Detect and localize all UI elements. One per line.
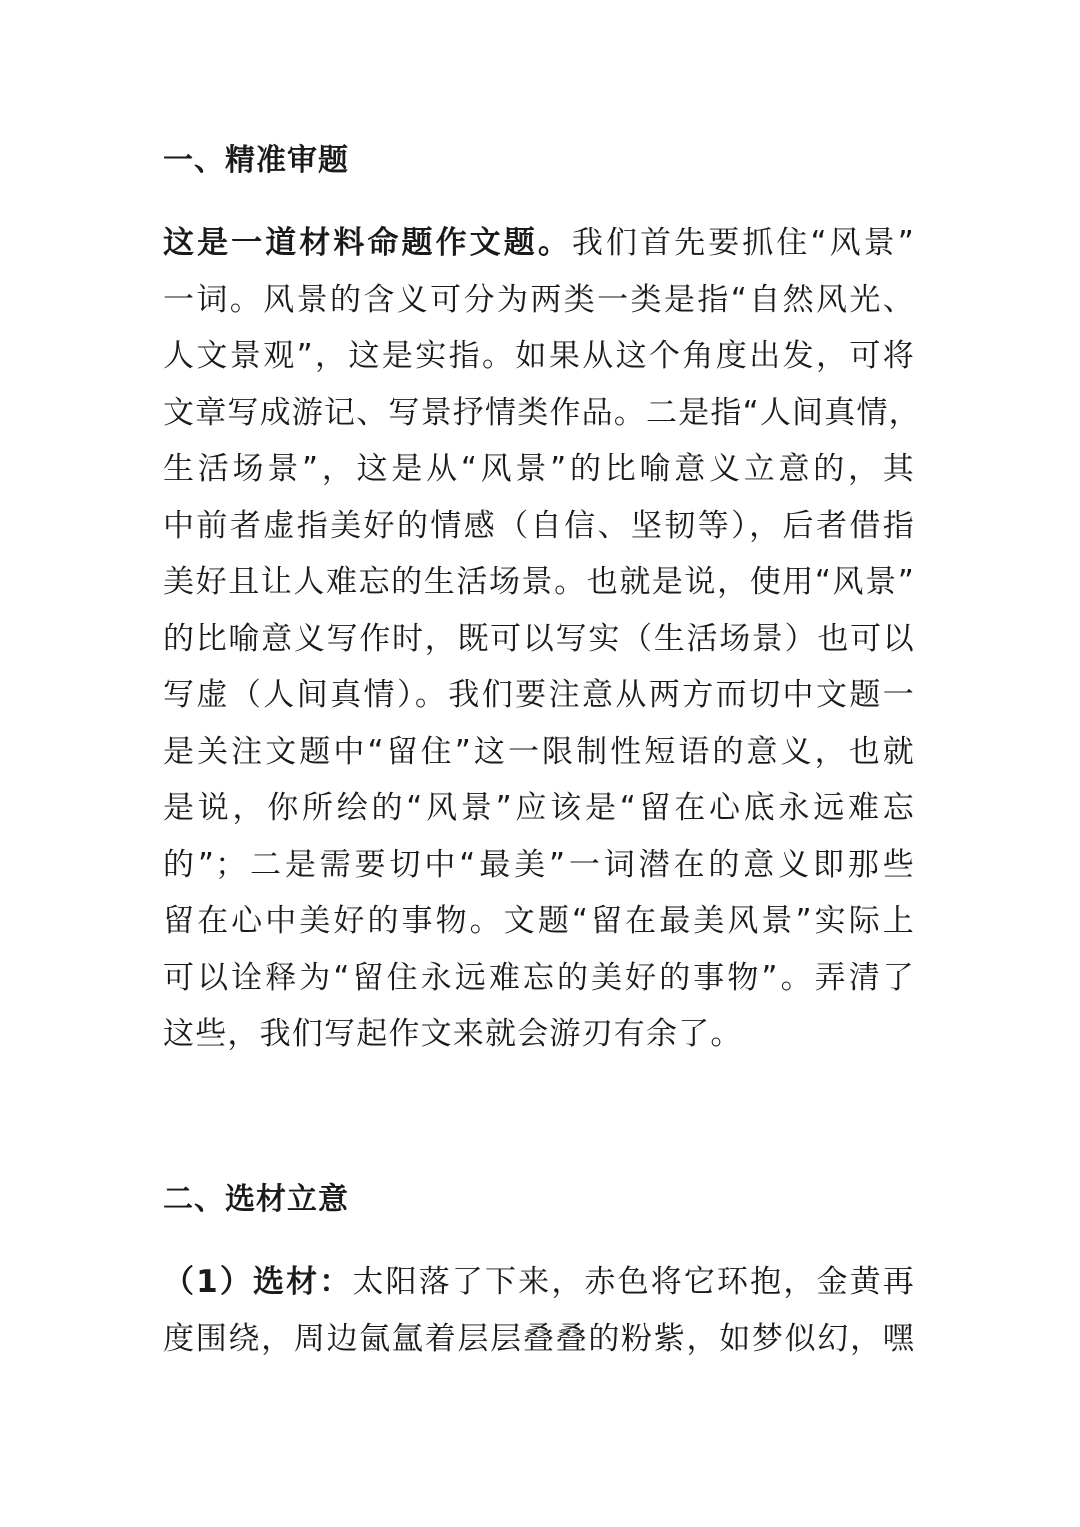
text-line: 一词。风景的含义可分为两类一类是指“自然风光、 bbox=[163, 281, 915, 318]
text-line: 中前者虚指美好的情感（自信、坚韧等），后者借指 bbox=[163, 507, 915, 544]
text-line: 这些，我们写起作文来就会游刃有余了。 bbox=[163, 1016, 743, 1052]
text-line: 可以诠释为“留住永远难忘的美好的事物”。弄清了 bbox=[163, 959, 915, 996]
text-line: 生活场景”，这是从“风景”的比喻意义立意的，其 bbox=[163, 451, 915, 487]
section-heading-material-selection: 二、选材立意 bbox=[163, 1182, 349, 1217]
text-line: 写虚（人间真情）。我们要注意从两方而切中文题一 bbox=[163, 677, 915, 713]
bold-lead-text: 这是一道材料命题作文题。 bbox=[163, 225, 572, 261]
paragraph-review bbox=[163, 215, 921, 1063]
paragraph-material bbox=[163, 1254, 915, 1367]
text-line bbox=[163, 1254, 915, 1311]
text-line: 是关注文题中“留住”这一限制性短语的意义，也就 bbox=[163, 733, 915, 770]
section-heading-accurate-review: 一、精准审题 bbox=[163, 143, 349, 178]
text-line bbox=[163, 215, 915, 272]
text-line: 文章写成游记、写景抒情类作品。二是指“人间真情， bbox=[163, 394, 921, 431]
text-line: 人文景观”，这是实指。如果从这个角度出发，可将 bbox=[163, 338, 915, 374]
text-line: 留在心中美好的事物。文题“留在最美风景”实际上 bbox=[163, 903, 915, 939]
bold-lead-text: （1）选材： bbox=[163, 1264, 353, 1300]
line-text: 我们首先要抓住“风景” bbox=[571, 225, 915, 261]
text-line: 美好且让人难忘的生活场景。也就是说，使用“风景” bbox=[163, 564, 915, 600]
text-line: 度围绕，周边氤氲着层层叠叠的粉紫，如梦似幻，嘿 bbox=[163, 1320, 915, 1357]
line-text: 太阳落了下来，赤色将它环抱，金黄再 bbox=[352, 1264, 915, 1300]
text-line: 的比喻意义写作时，既可以写实（生活场景）也可以 bbox=[163, 620, 915, 657]
text-line: 是说，你所绘的“风景”应该是“留在心底永远难忘 bbox=[163, 790, 915, 826]
text-line: 的”；二是需要切中“最美”一词潜在的意义即那些 bbox=[163, 846, 915, 883]
